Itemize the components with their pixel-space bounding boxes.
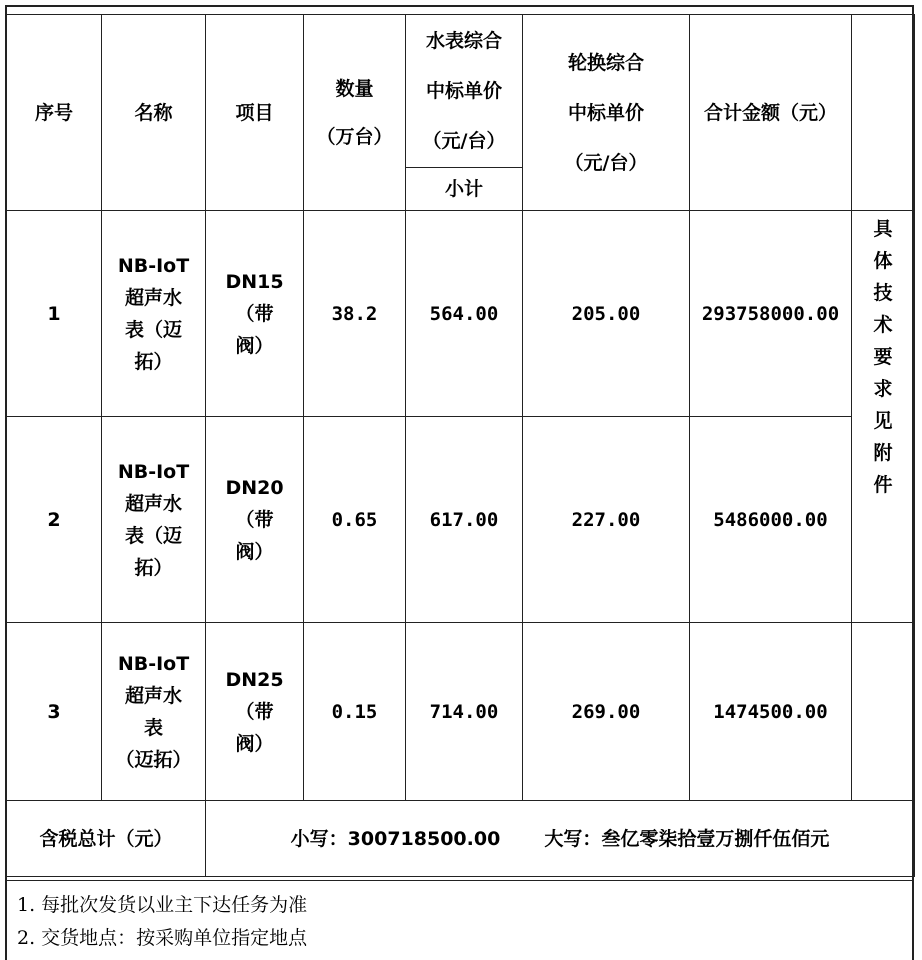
item-line: （带 <box>235 508 274 531</box>
table-row <box>7 211 915 417</box>
header-row <box>7 15 915 168</box>
item-line: DN25 <box>225 668 284 691</box>
item-line: 阀） <box>235 540 274 563</box>
header-meter-price <box>406 15 523 168</box>
header-remark <box>852 15 915 211</box>
cell-item <box>206 623 304 801</box>
cell-quantity: 0.65 <box>304 417 406 623</box>
header-quantity-line2: （万台） <box>316 125 393 148</box>
cell-total: 5486000.00 <box>690 417 852 623</box>
table-row <box>7 623 915 801</box>
note-line: 1. 每批次发货以业主下达任务为准 <box>17 894 308 916</box>
remark-char: 求 <box>873 378 893 400</box>
item-line: 阀） <box>235 334 274 357</box>
header-rotation-line3: （元/台） <box>564 151 648 174</box>
name-line: 超声水 <box>124 684 182 707</box>
cell-total: 293758000.00 <box>690 211 852 417</box>
header-meter-subtotal: 小计 <box>406 168 523 211</box>
header-meter-line1: 水表综合 <box>425 30 502 52</box>
header-rotation-line1: 轮换综合 <box>567 51 644 74</box>
item-line: DN20 <box>225 476 284 499</box>
cell-name <box>102 211 206 417</box>
header-meter-line2: 中标单价 <box>425 80 502 102</box>
remark-char: 件 <box>873 474 893 496</box>
item-line: （带 <box>235 302 274 325</box>
remark-char: 体 <box>873 250 893 272</box>
cell-total: 1474500.00 <box>690 623 852 801</box>
header-quantity <box>304 15 406 211</box>
cell-rotation-price: 227.00 <box>523 417 690 623</box>
cell-seq: 2 <box>7 417 102 623</box>
cell-seq: 1 <box>7 211 102 417</box>
notes-section <box>7 880 912 960</box>
table-row <box>7 417 915 623</box>
remark-vertical-text <box>852 213 914 501</box>
cell-rotation-price: 269.00 <box>523 623 690 801</box>
item-line: DN15 <box>225 270 284 293</box>
remark-char: 具 <box>873 218 893 240</box>
name-line: 表（迈 <box>124 524 182 547</box>
header-seq: 序号 <box>7 15 102 211</box>
header-quantity-line1: 数量 <box>335 77 374 100</box>
remark-char: 见 <box>873 410 893 432</box>
remark-char: 附 <box>873 442 893 464</box>
remark-char: 技 <box>873 282 893 304</box>
header-item: 项目 <box>206 15 304 211</box>
name-line: NB-IoT <box>117 254 190 277</box>
remark-char: 要 <box>873 346 893 368</box>
name-line: 表（迈 <box>124 318 182 341</box>
name-line: NB-IoT <box>117 460 190 483</box>
name-line: 表 <box>143 716 163 739</box>
cell-item <box>206 211 304 417</box>
header-rotation-price <box>523 15 690 211</box>
header-total: 合计金额（元） <box>690 15 852 211</box>
name-line: （迈拓） <box>115 748 192 771</box>
total-row <box>7 801 915 877</box>
name-line: 超声水 <box>124 286 182 309</box>
total-lowercase: 小写：300718500.00 <box>290 827 501 850</box>
name-line: NB-IoT <box>117 652 190 675</box>
cell-meter-price: 564.00 <box>406 211 523 417</box>
cell-seq: 3 <box>7 623 102 801</box>
total-uppercase: 大写：叁亿零柒拾壹万捌仟伍佰元 <box>544 827 830 850</box>
cell-meter-price: 617.00 <box>406 417 523 623</box>
cell-name <box>102 417 206 623</box>
total-amounts <box>206 801 915 877</box>
remark-cell <box>852 211 915 623</box>
name-line: 拓） <box>134 556 173 579</box>
header-meter-line3: （元/台） <box>422 130 506 152</box>
remark-cell-empty <box>852 623 915 801</box>
remark-char: 术 <box>873 314 893 336</box>
header-name: 名称 <box>102 15 206 211</box>
name-line: 拓） <box>134 350 173 373</box>
item-line: 阀） <box>235 732 274 755</box>
item-line: （带 <box>235 700 274 723</box>
cell-name <box>102 623 206 801</box>
cell-quantity: 0.15 <box>304 623 406 801</box>
total-label: 含税总计（元） <box>7 801 206 877</box>
note-line: 2. 交货地点：按采购单位指定地点 <box>17 927 308 949</box>
quotation-table <box>6 14 915 877</box>
cell-item <box>206 417 304 623</box>
cell-meter-price: 714.00 <box>406 623 523 801</box>
header-rotation-line2: 中标单价 <box>567 101 644 124</box>
cell-rotation-price: 205.00 <box>523 211 690 417</box>
cell-quantity: 38.2 <box>304 211 406 417</box>
name-line: 超声水 <box>124 492 182 515</box>
